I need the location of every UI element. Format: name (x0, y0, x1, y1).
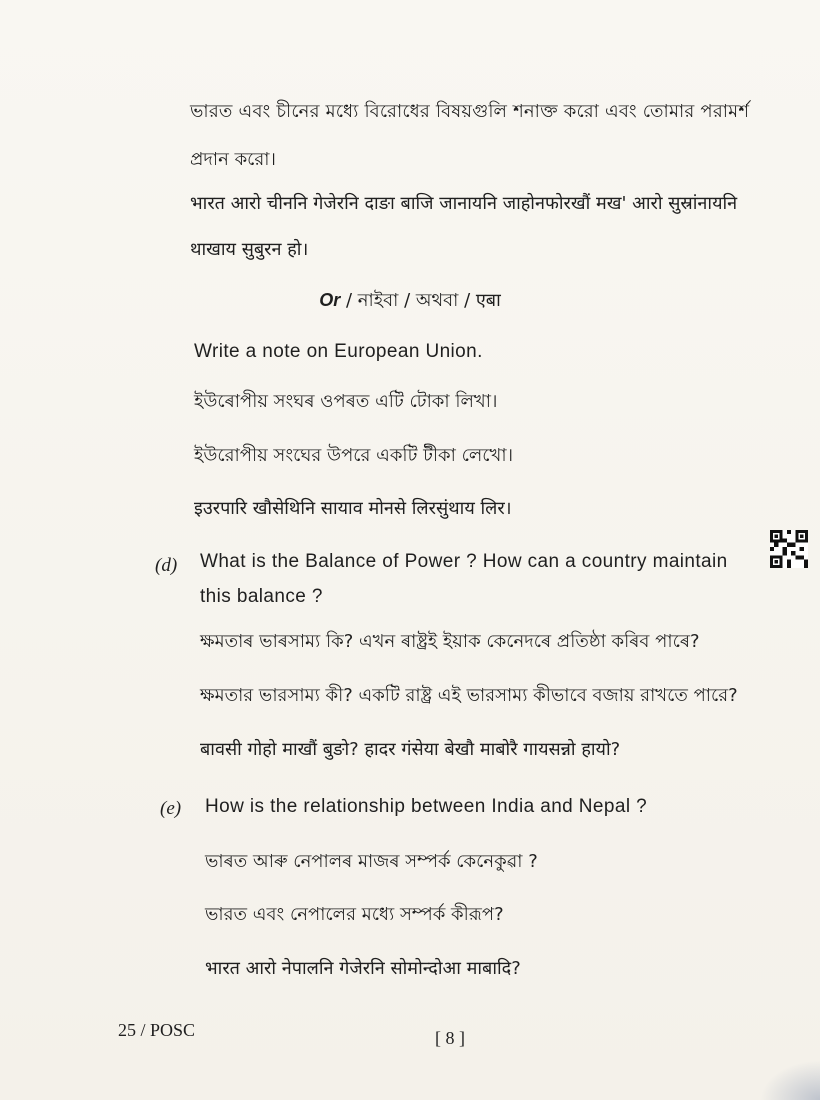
alternative-bodo: इउरपारि खौसेथिनि सायाव मोनसे लिरसुंथाय लिर। (194, 498, 512, 519)
bengali-question-line-1: ভারত এবং চীনের মধ্যে বিরোধের বিষয়গুলি শনাক্ত করো এবং তোমার পরামর্শ (190, 101, 750, 122)
question-d-english-line-1: What is the Balance of Power ? How can a country maintain (200, 551, 728, 572)
or-separator (0, 286, 820, 317)
question-e-label: (e) (160, 798, 182, 819)
alternative-assamese: ইউৰোপীয় সংঘৰ ওপৰত এটি টোকা লিখা। (194, 391, 498, 412)
bodo-question-line-1: भारत आरो चीननि गेजेरनि दाङा बाजि जानायनि जाहोनफोरखौं मख' आरो सुस्रांनायनि (190, 193, 738, 214)
question-e-bengali: ভারত এবং নেপালের মধ্যে সম্পর্ক কীরূপ? (205, 904, 504, 925)
bengali-question-line-2: প্রদান করো। (190, 149, 276, 170)
question-d-assamese: ক্ষমতাৰ ভাৰসাম্য কি? এখন ৰাষ্ট্রই ইয়াক কেনেদৰে প্রতিষ্ঠা কৰিব পাৰে? (200, 631, 700, 652)
question-e-bodo: भारत आरो नेपालनि गेजेरनि सोमोन्दोआ माबादि? (205, 958, 521, 979)
or-label: Or (319, 290, 341, 310)
alternative-bengali: ইউরোপীয় সংঘের উপরে একটি টীকা লেখো। (194, 445, 514, 466)
alternative-english: Write a note on European Union. (194, 341, 483, 362)
question-d-bengali: ক্ষমতার ভারসাম্য কী? একটি রাষ্ট্র এই ভারসাম্য কীভাবে বজায় রাখতে পারে? (200, 685, 738, 706)
page-number: [ 8 ] (435, 1028, 465, 1048)
question-d-bodo: बावसी गोहो माखौं बुङो? हादर गंसेया बेखौ माबोरै गायसन्नो हायो? (200, 739, 621, 760)
question-d-label: (d) (155, 555, 178, 576)
question-d-english-line-2: this balance ? (200, 586, 323, 607)
question-e-english: How is the relationship between India and Nepal ? (205, 796, 648, 817)
qr-code-icon (770, 530, 808, 568)
page-edge-shadow (760, 1060, 820, 1100)
paper-code: 25 / POSC (118, 1020, 196, 1040)
or-translations: / নাইবা / অথবা / एबा (346, 290, 501, 311)
question-e-assamese: ভাৰত আৰু নেপালৰ মাজৰ সম্পর্ক কেনেকুৱা ? (205, 851, 538, 872)
bodo-question-line-2: थाखाय सुबुरन हो। (190, 239, 309, 260)
